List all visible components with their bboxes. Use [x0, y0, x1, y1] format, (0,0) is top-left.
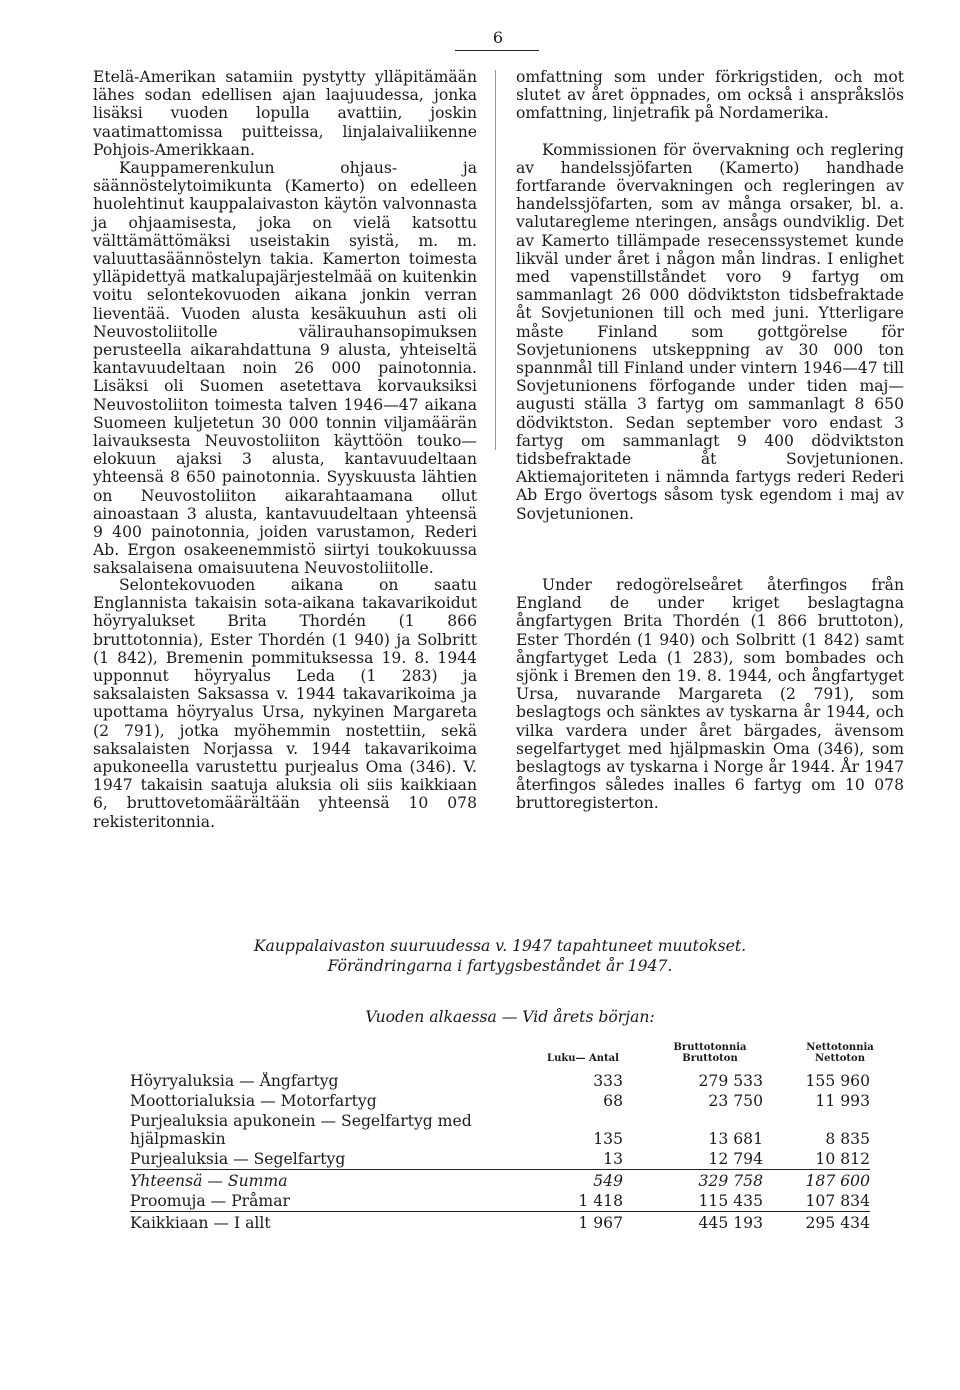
row-gross: 279 533	[698, 1072, 763, 1090]
header-net	[790, 1042, 890, 1064]
grand-count: 1 967	[578, 1214, 623, 1232]
header-gross-fi: Bruttotonnia	[673, 1042, 747, 1053]
row-gross: 23 750	[708, 1092, 763, 1110]
finnish-paragraph-1: Etelä-Amerikan satamiin pystytty ylläpitämään lähes sodan edellisen ajan laajuudessa, jonka lisäksi vuoden lopulla avattiin, joskin vaatimattomissa puitteissa, linjalaivaliikenne Pohjois-Amerikkaan.	[93, 68, 477, 159]
row-net: 11 993	[815, 1092, 870, 1110]
column-divider	[495, 70, 496, 450]
row-net: 155 960	[805, 1072, 870, 1090]
finnish-paragraph-2: Kauppamerenkulun ohjaus- ja säännöstelytoimikunta (Kamerto) on edelleen huolehtinut kauppalaivaston käytön valvonnasta ja ohjaamisesta, joka on vielä katsottu välttämättömäksi useistakin syistä, m. m. valuuttasäännöstelyn takia. Kamerton toimesta ylläpidettyä matkalupajärjestelmää on kuitenkin voitu selontekovuoden aikana jonkin verran lieventää. Vuoden alusta kesäkuuhun asti oli Neuvostoliitolle välirauhansopimuksen perusteella aikarahdattuna 9 alusta, yhteiseltä kantavuudeltaan noin 26 000 painotonnia. Lisäksi oli Suomen asetettava korvauksiksi Neuvostoliiton toimesta talven 1946—47 aikana Suomeen kuljetetun 30 000 tonnin viljamäärän laivauksesta Neuvostoliiton käyttöön touko—elokuun ajaksi 3 alusta, kantavuudeltaan yhteensä 8 650 painotonnia. Syyskuusta lähtien on Neuvostoliiton aikarahtaamana ollut ainoastaan 3 alusta, kantavuudeltaan yhteensä 9 400 painotonnia, joiden varustamon, Rederi Ab. Ergon osakeenemmistö siirtyi toukokuussa saksalaisena omaisuutena Neuvostoliitolle.	[93, 159, 477, 578]
table-row	[130, 1092, 870, 1112]
table-row	[130, 1112, 870, 1132]
header-net-fi: Nettotonnia	[806, 1042, 874, 1053]
table-row	[130, 1130, 870, 1150]
grand-net: 295 434	[805, 1214, 870, 1232]
finnish-column-top	[93, 68, 477, 578]
finnish-column-bottom	[93, 576, 477, 831]
swedish-paragraph-1: omfattning som under förkrigstiden, och mot slutet av året öppnades, om också i anspråkslös omfattning, linjetrafik på Nordamerika.	[516, 68, 904, 123]
table-rule	[130, 1211, 870, 1212]
row-label: Purjealuksia — Segelfartyg .....	[130, 1150, 515, 1168]
table-subtitle: Vuoden alkaessa — Vid årets början:	[365, 1008, 655, 1026]
row-gross: 13 681	[708, 1130, 763, 1148]
total-label: Yhteensä — Summa .....	[130, 1172, 515, 1190]
row-net: 10 812	[815, 1150, 870, 1168]
table-total-row	[130, 1172, 870, 1192]
swedish-column-top	[516, 68, 904, 523]
table-row	[130, 1150, 870, 1170]
page-number-rule	[455, 50, 539, 51]
grand-gross: 445 193	[698, 1214, 763, 1232]
row-count: 1 418	[578, 1192, 623, 1210]
row-count: 68	[603, 1092, 623, 1110]
page-number: 6	[492, 28, 504, 47]
total-gross: 329 758	[698, 1172, 763, 1190]
row-net: 8 835	[825, 1130, 870, 1148]
header-net-sv: Nettoton	[815, 1053, 865, 1064]
row-label: Purjealuksia apukonein — Segelfartyg med	[130, 1112, 530, 1130]
row-label: hjälpmaskin .....	[130, 1130, 515, 1148]
row-label: Moottorialuksia — Motorfartyg .....	[130, 1092, 515, 1110]
table-row	[130, 1192, 870, 1212]
total-net: 187 600	[805, 1172, 870, 1190]
row-count: 135	[593, 1130, 623, 1148]
swedish-column-bottom	[516, 576, 904, 813]
table-title-finnish: Kauppalaivaston suuruudessa v. 1947 tapahtuneet muutokset.	[253, 937, 747, 955]
row-net: 107 834	[805, 1192, 870, 1210]
total-count: 549	[593, 1172, 623, 1190]
row-count: 13	[603, 1150, 623, 1168]
header-count: Luku— Antal	[547, 1053, 619, 1064]
row-gross: 12 794	[708, 1150, 763, 1168]
row-label: Höyryaluksia — Ångfartyg .....	[130, 1072, 515, 1090]
header-gross	[660, 1042, 760, 1064]
finnish-paragraph-3: Selontekovuoden aikana on saatu Englannista takaisin sota-aikana takavarikoidut höyryalukset Brita Thordén (1 866 bruttotonnia), Ester Thordén (1 940) ja Solbritt (1 842), Bremenin pommituksessa 19. 8. 1944 upponnut höyryalus Leda (1 283) ja saksalaisten Saksassa v. 1944 takavarikoima ja upottama höyryalus Ursa, nykyinen Margareta (2 791), jotka myöhemmin nostettiin, sekä saksalaisten Norjassa v. 1944 takavarikoima apukoneella varustettu purjealus Oma (346). V. 1947 takaisin saatuja aluksia oli siis kaikkiaan 6, bruttovetomäärältään yhteensä 10 078 rekisteritonnia.	[93, 576, 477, 831]
row-label: Proomuja — Pråmar .....	[130, 1192, 515, 1210]
table-grand-total-row	[130, 1214, 870, 1234]
header-gross-sv: Bruttoton	[682, 1053, 738, 1064]
grand-label: Kaikkiaan — I allt .....	[130, 1214, 515, 1232]
table-row	[130, 1072, 870, 1092]
swedish-paragraph-3: Under redogörelseåret återfingos från England de under kriget beslagtagna ångfartygen Brita Thordén (1 866 bruttoton), Ester Thordén (1 940) och Solbritt (1 842) samt ångfartyget Leda (1 283), som bombades och sjönk i Bremen den 19. 8. 1944, och ångfartyget Ursa, nuvarande Margareta (2 791), som beslagtogs och sänktes av tyskarna år 1944, och vilka vardera under året bärgades, ävensom segelfartyget med hjälpmaskin Oma (346), som beslagtogs av tyskarna i Norge år 1944. År 1947 återfingos således inalles 6 fartyg om 10 078 bruttoregisterton.	[516, 576, 904, 813]
swedish-paragraph-2: Kommissionen för övervakning och reglering av handelssjöfarten (Kamerto) handhade fortfarande övervakningen och regleringen av handelssjöfarten, som av många orsaker, bl. a. valutaregleme nteringen, ansågs oundviklig. Det av Kamerto tillämpade resecenssystemet kunde likväl under året i någon mån lindras. I enlighet med vapenstillståndet voro 9 fartyg om sammanlagt 26 000 dödviktston tidsbefraktade åt Sovjetunionen till och med juni. Ytterligare måste Finland som gottgörelse för Sovjetunionens utskeppning av 30 000 ton spannmål till Finland under vintern 1946—47 till Sovjetunionens förfogande under tiden maj—augusti ställa 3 fartyg om sammanlagt 8 650 dödviktston. Sedan september voro endast 3 fartyg om sammanlagt 9 400 dödviktston tidsbefraktade åt Sovjetunionen. Aktiemajoriteten i nämnda fartygs rederi Rederi Ab Ergo övertogs såsom tysk egendom i maj av Sovjetunionen.	[516, 140, 904, 523]
row-gross: 115 435	[698, 1192, 763, 1210]
table-rule	[130, 1169, 870, 1170]
table-title-swedish: Förändringarna i fartygsbeståndet år 1947.	[327, 957, 673, 975]
table-header	[0, 1040, 960, 1070]
row-count: 333	[593, 1072, 623, 1090]
